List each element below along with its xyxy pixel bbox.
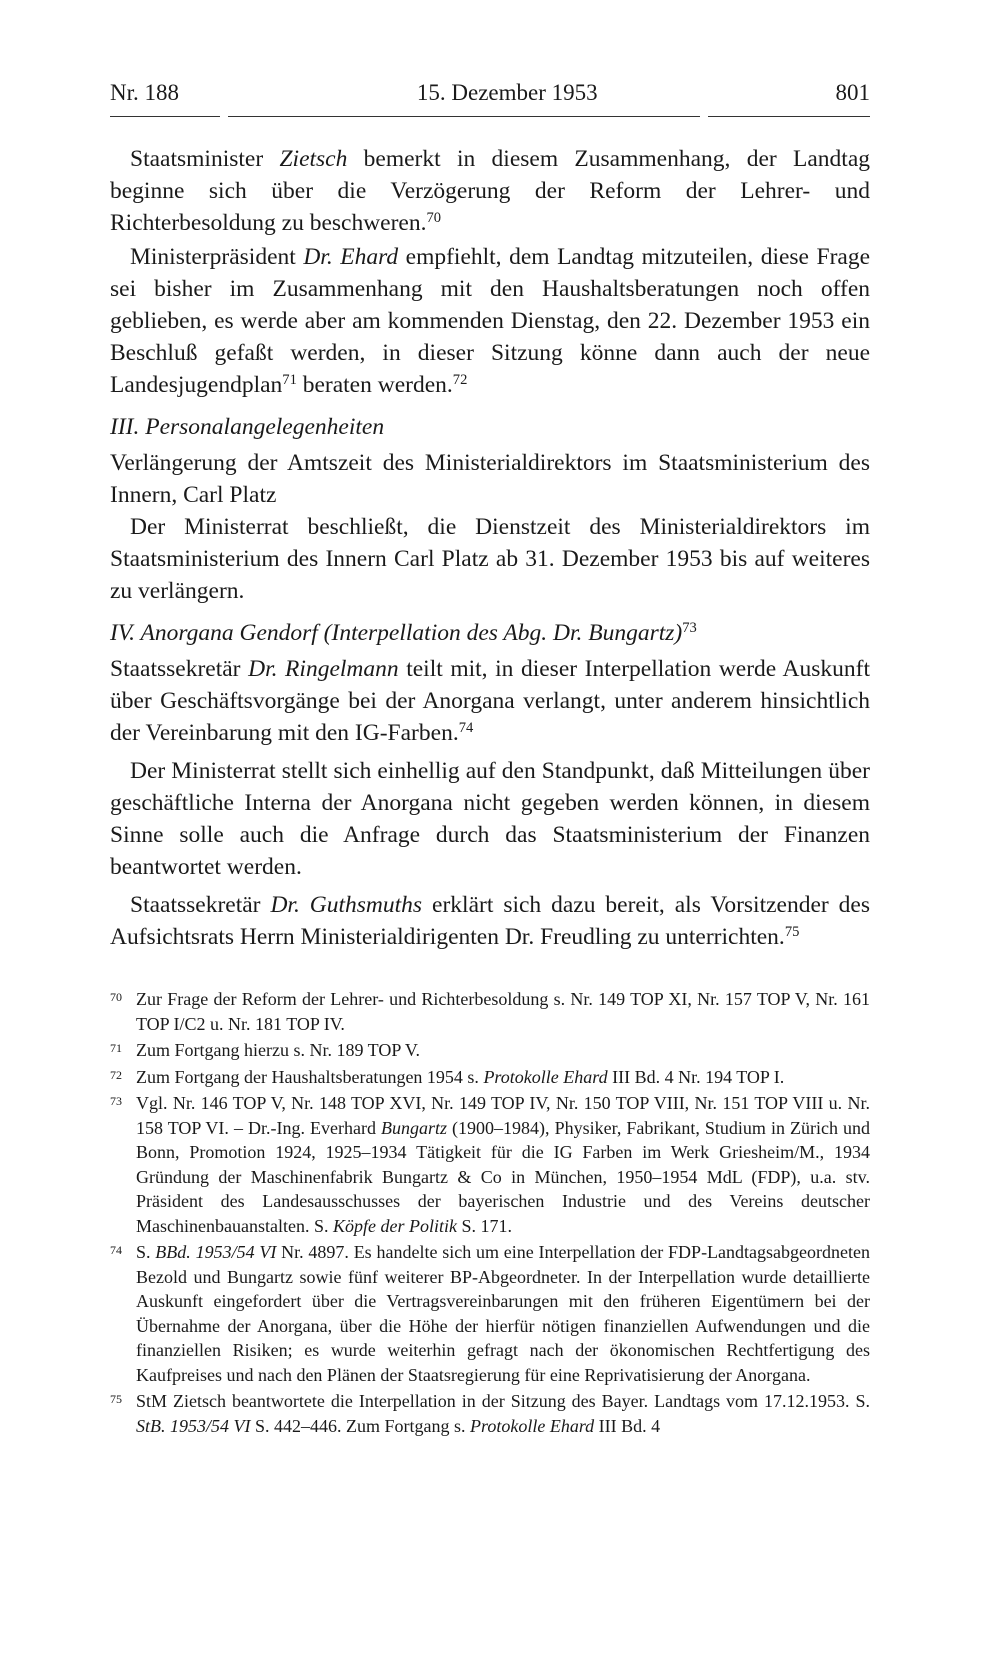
running-header (110, 80, 870, 114)
footnote (110, 1389, 870, 1438)
agenda-item-title: Verlängerung der Amtszeit des Ministerialdirektors im Staatsministerium des Innern, Carl Platz (110, 450, 870, 508)
person-name: Dr. Ringelmann (248, 656, 399, 682)
section-heading: IV. Anorgana Gendorf (Interpellation des Abg. Dr. Bungartz)$^{73}$ (110, 620, 697, 646)
paragraph: Ministerpräsident Dr. Ehard empfiehlt, dem Landtag mitzuteilen, diese Frage sei bisher im Zusammenhang mit den Haushaltsberatungen noch offen geblieben, es werde aber am kommenden Dienstag, den 22. Dezember 1953 ein Beschluß gefaßt werden, in dieser Sitzung könne dann auch der neue Landesjugendplan$^{71}$ beraten werden.$^{72}$ (110, 244, 871, 398)
footnotes (110, 987, 870, 1438)
header-date: 15. Dezember 1953 (416, 80, 598, 105)
footnote-ref[interactable]: 74 (458, 720, 474, 736)
footnote-ref[interactable]: 73 (682, 620, 697, 636)
footnote-text: Vgl. Nr. 146 TOP V, Nr. 148 TOP XVI, Nr. 149 TOP IV, Nr. 150 TOP VIII, Nr. 151 TOP VIII u. Nr. 158 TOP VI. – Dr.-Ing. Everhard Bungartz (1900–1984), Physiker, Fabrikant, Studium in Zürich und Bonn, Promotion 1924, 1925–1934 Tätigkeit für die IG Farben im Werk Griesheim/M., 1934 Gründung der Maschinenfabrik Bungartz & Co in München, 1950–1954 MdL (FDP), u.a. stv. Präsident des Landesausschusses der bayerischen Industrie und des Vereins deutscher Maschinenbauanstalten. S. Köpfe der Politik S. 171. (136, 1093, 870, 1236)
footnote-ref[interactable]: 70 (426, 210, 442, 226)
header-page-number: 801 (835, 80, 870, 105)
footnote-ref[interactable]: 75 (784, 924, 800, 940)
footnote-text: StM Zietsch beantwortete die Interpellation in der Sitzung des Bayer. Landtags vom 17.12.1953. S. StB. 1953/54 VI S. 442–446. Zum Fortgang s. Protokolle Ehard III Bd. 4 (136, 1391, 870, 1436)
footnote (110, 1038, 870, 1063)
footnote (110, 1091, 870, 1238)
paragraph: Staatsminister Zietsch bemerkt in diesem Zusammenhang, der Landtag beginne sich über die Verzögerung der Reform der Lehrer- und Richterbesoldung zu beschweren.$^{70}$ (110, 146, 870, 236)
paragraph: Staatssekretär Dr. Guthsmuths erklärt sich dazu bereit, als Vorsitzender des Aufsichtsrats Herrn Ministerialdirigenten Dr. Freudling zu unterrichten.$^{75}$ (110, 892, 870, 950)
paragraph: Der Ministerrat stellt sich einhellig auf den Standpunkt, daß Mitteilungen über geschäftliche Interna der Anorgana nicht gegeben werden können, in diesem Sinne solle auch die Anfrage durch das Staatsministerium der Finanzen beantwortet werden. (110, 758, 870, 880)
person-name: Zietsch (279, 146, 348, 172)
footnote-number: 74 (110, 1243, 122, 1257)
person-name: Dr. Guthsmuths (270, 892, 423, 918)
section-heading: III. Personalangelegenheiten (110, 414, 385, 440)
paragraph: Staatssekretär Dr. Ringelmann teilt mit, in dieser Interpellation werde Auskunft über Geschäftsvorgänge bei der Anorgana verlangt, unter anderem hinsichtlich der Vereinbarung mit den IG-Farben.$^{74}$ (110, 656, 870, 746)
person-name: Dr. Ehard (303, 244, 399, 270)
footnote-number: 70 (110, 990, 122, 1004)
footnote-text: S. BBd. 1953/54 VI Nr. 4897. Es handelte sich um eine Interpellation der FDP-Landtagsabgeordneten Bezold und Bungartz sowie fünf weiterer BP-Abgeordneter. In der Interpellation wurde detaillierte Auskunft eingefordert über die Vertragsvereinbarungen mit den früheren Eigentümern bei der Übernahme der Anorgana, über die Höhe der hierfür nötigen finanziellen Aufwendungen und die finanziellen Risiken; es wurde weiterhin gefragt nach der ökonomischen Rechtfertigung des Kaufpreises und nach den Plänen der Staatsregierung für eine Reprivatisierung der Anorgana. (136, 1242, 870, 1385)
footnote-number: 73 (110, 1094, 122, 1108)
footnote (110, 987, 870, 1036)
paragraph: Der Ministerrat beschließt, die Dienstzeit des Ministerialdirektors im Staatsministerium des Innern Carl Platz ab 31. Dezember 1953 bis auf weiteres zu verlängern. (110, 514, 870, 604)
footnote-text: Zum Fortgang hierzu s. Nr. 189 TOP V. (136, 1040, 421, 1060)
document-page (110, 80, 870, 1440)
header-rule (110, 116, 870, 117)
footnote (110, 1065, 870, 1090)
header-document-number: Nr. 188 (110, 80, 179, 105)
body-text (110, 143, 870, 953)
footnote-text: Zum Fortgang der Haushaltsberatungen 1954 s. Protokolle Ehard III Bd. 4 Nr. 194 TOP I. (136, 1066, 785, 1087)
footnote-number: 72 (110, 1067, 122, 1082)
footnote-number: 75 (110, 1392, 122, 1406)
footnote-number: 71 (110, 1041, 122, 1055)
footnote-ref[interactable]: 71 (282, 372, 297, 388)
footnote-ref[interactable]: 72 (452, 372, 468, 388)
footnote-text: Zur Frage der Reform der Lehrer- und Richterbesoldung s. Nr. 149 TOP XI, Nr. 157 TOP V, Nr. 161 TOP I/C2 u. Nr. 181 TOP IV. (136, 989, 870, 1034)
footnote (110, 1240, 870, 1387)
